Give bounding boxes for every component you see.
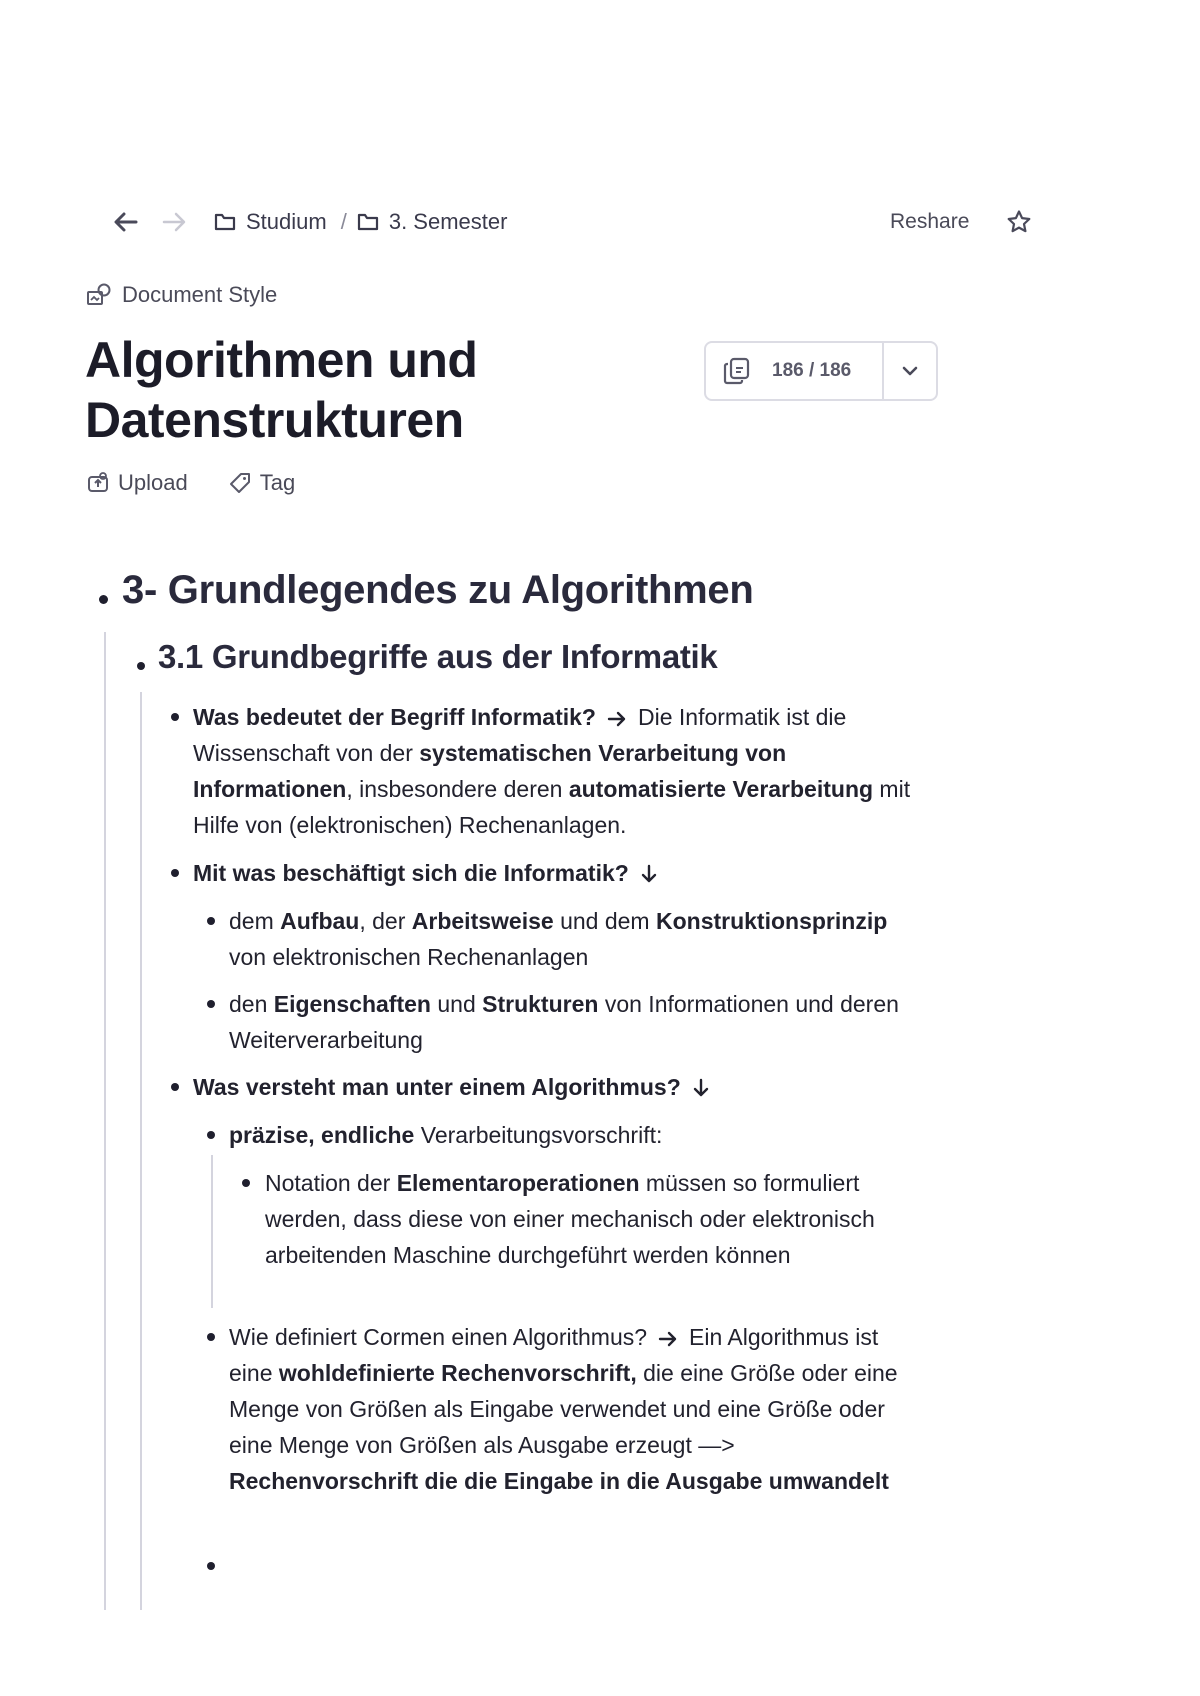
arrow-left-icon xyxy=(112,208,140,236)
chevron-down-icon xyxy=(901,365,919,377)
arrow-right-icon xyxy=(606,709,628,729)
card-counter-button[interactable] xyxy=(706,343,882,399)
indent-guide xyxy=(104,632,106,1610)
arrow-down-icon xyxy=(639,863,659,885)
outline-bullet[interactable] xyxy=(207,1000,215,1008)
document-style-button[interactable] xyxy=(86,282,277,308)
upload-label: Upload xyxy=(118,470,188,495)
top-navigation-bar xyxy=(108,200,507,244)
arrow-right-icon xyxy=(657,1329,679,1349)
upload-icon xyxy=(86,471,110,495)
breadcrumb-label: Studium xyxy=(246,209,327,234)
document-style-icon xyxy=(86,283,112,307)
tag-button[interactable] xyxy=(228,470,295,496)
outline-bullet[interactable] xyxy=(207,1131,215,1139)
list-item[interactable]: Notation der Elementaroperationen müssen so formuliert werden, dass diese von einer mechanisch oder elektronisch arbeitenden Maschine durchgeführt werden können xyxy=(265,1170,875,1268)
breadcrumb-separator: / xyxy=(340,209,347,234)
breadcrumb-item-semester[interactable] xyxy=(357,209,508,235)
outline-bullet[interactable] xyxy=(99,595,108,604)
tag-label: Tag xyxy=(259,470,296,495)
arrow-down-icon xyxy=(691,1077,711,1099)
document-style-label: Document Style xyxy=(122,282,278,307)
question-text: Was versteht man unter einem Algorithmus? xyxy=(193,1074,681,1100)
question-text: Was bedeutet der Begriff Informatik? xyxy=(193,704,596,730)
heading-level-1[interactable]: 3- Grundlegendes zu Algorithmen xyxy=(122,568,754,612)
top-actions xyxy=(890,200,1035,244)
arrow-right-icon xyxy=(160,208,188,236)
page-title: Algorithmen und Datenstrukturen xyxy=(85,332,478,448)
card-counter xyxy=(704,341,938,401)
outline-bullet[interactable] xyxy=(207,1333,215,1341)
reshare-button[interactable]: Reshare xyxy=(890,210,970,233)
outline-bullet[interactable] xyxy=(171,869,179,877)
indent-guide xyxy=(211,1155,213,1308)
indent-guide xyxy=(140,692,142,1610)
list-item[interactable]: Was bedeutet der Begriff Informatik? Die Informatik ist die Wissenschaft von der systematischen Verarbeitung von Informationen, insbesondere deren automatisierte Verarbeitung mit Hilfe von (elektronischen) Rechenanlagen. xyxy=(193,704,911,838)
back-button[interactable] xyxy=(108,204,144,240)
folder-icon xyxy=(214,212,236,232)
star-icon xyxy=(1006,209,1032,235)
upload-button[interactable] xyxy=(86,470,188,496)
list-item[interactable]: dem Aufbau, der Arbeitsweise und dem Konstruktionsprinzip von elektronischen Rechenanlagen xyxy=(229,908,888,970)
outline-bullet[interactable] xyxy=(242,1179,250,1187)
list-item[interactable] xyxy=(193,855,943,891)
breadcrumb-item-studium[interactable] xyxy=(214,209,327,235)
list-item[interactable]: Wie definiert Cormen einen Algorithmus? Ein Algorithmus ist eine wohldefinierte Rechenvorschrift, die eine Größe oder eine Menge von Größen als Eingabe verwendet und eine Größe oder eine Menge von Größen als Ausgabe erzeugt —> Rechenvorschrift die die Eingabe in die Ausgabe umwandelt xyxy=(229,1324,898,1494)
forward-button[interactable] xyxy=(156,204,192,240)
outline-bullet[interactable] xyxy=(137,662,145,670)
question-text: Mit was beschäftigt sich die Informatik? xyxy=(193,860,629,886)
tag-icon xyxy=(228,471,252,495)
outline-bullet[interactable] xyxy=(207,917,215,925)
document-meta-actions xyxy=(86,470,335,496)
card-counter-text: 186 / 186 xyxy=(772,360,852,381)
copy-icon xyxy=(722,356,752,386)
outline-bullet[interactable] xyxy=(171,1083,179,1091)
list-item[interactable] xyxy=(193,1069,943,1105)
card-counter-dropdown[interactable] xyxy=(882,343,936,399)
heading-level-2[interactable]: 3.1 Grundbegriffe aus der Informatik xyxy=(158,638,718,675)
outline-bullet[interactable] xyxy=(171,713,179,721)
outline-bullet-empty[interactable] xyxy=(207,1562,215,1570)
list-item[interactable]: präzise, endliche Verarbeitungsvorschrift: xyxy=(229,1122,663,1148)
favorite-button[interactable] xyxy=(1003,206,1035,238)
list-item[interactable]: den Eigenschaften und Strukturen von Informationen und deren Weiterverarbeitung xyxy=(229,991,899,1053)
breadcrumb-label: 3. Semester xyxy=(388,209,508,234)
folder-icon xyxy=(357,212,379,232)
